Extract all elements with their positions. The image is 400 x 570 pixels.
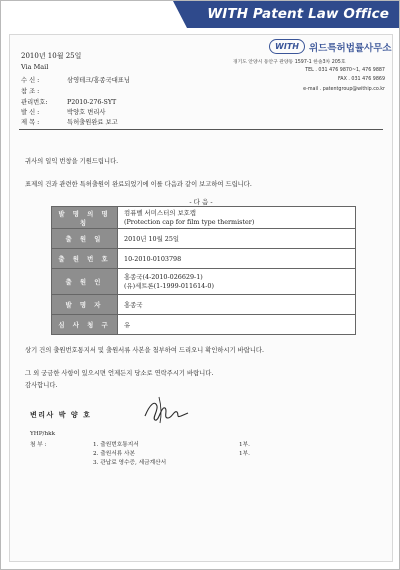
signatory-name: 변리사 박 양 호 [30, 410, 92, 419]
table-row [52, 315, 356, 335]
header-recipient: 수 신 : 삼영테크/홍종국대표님 [21, 77, 130, 84]
body-paragraph-1: 상기 건의 출원번호통지서 및 출원서류 사본을 첨부하여 드리오니 확인하시기 바랍니다. [25, 347, 264, 354]
row-label: 발 명 의 명 칭 [52, 207, 118, 229]
letter-date: 2010년 10월 25일 [21, 52, 82, 60]
firm-logo [269, 39, 392, 55]
row-value: 10-2010-0103798 [118, 249, 356, 269]
table-row [52, 229, 356, 249]
fax: FAX . 031 476 9869 [337, 77, 385, 82]
header-docket-number: 관리번호: P2010-276-SYT [21, 99, 117, 106]
handwritten-signature [141, 394, 191, 424]
header-subject: 제 목 : 특허출원완료 보고 [21, 119, 118, 126]
attachments-label: 첨 부 : [30, 442, 47, 448]
telephone: TEL . 031 476 9870~1, 476 9887 [305, 68, 385, 73]
row-label: 출 원 인 [52, 269, 118, 295]
row-value [118, 269, 356, 295]
applicant-2: (유)세트론(1-1999-011614-0) [124, 281, 214, 290]
row-label: 출 원 번 호 [52, 249, 118, 269]
header-sender: 발 신 : 박양호 변리사 [21, 109, 106, 116]
header-reference: 참 조 : [21, 88, 40, 95]
row-label: 발 명 자 [52, 295, 118, 315]
invention-title-korean: 컴퓨벨 서미스터의 보호캡 [124, 208, 196, 217]
thanks-line: 감사합니다. [25, 382, 58, 389]
row-value: 홍종국 [118, 295, 356, 315]
row-value [118, 207, 356, 229]
logo-firm-name: 위드특허법률사무소 [309, 43, 392, 54]
greeting: 귀사의 일익 번창을 기원드립니다. [25, 158, 119, 165]
table-row [52, 295, 356, 315]
applicant-1: 홍종국(4-2010-026629-1) [124, 272, 203, 281]
table-row [52, 207, 356, 229]
email: e-mail . patentgroup@withip.co.kr [303, 87, 385, 92]
delivery-method: Via Mail [21, 63, 49, 71]
attachment-count: 1부. [239, 442, 250, 448]
section-title: - 다 음 - [189, 198, 213, 206]
intro-paragraph: 표제의 건과 관련한 특허출원이 완료되었기에 이를 다음과 같이 보고하여 드립니다. [25, 181, 252, 188]
logo-badge: WITH [269, 39, 305, 54]
application-details-table [51, 206, 356, 335]
attachment-item: 3. 관납료 영수증, 세금계산서 [93, 460, 167, 466]
brand-banner: WITH Patent Law Office [187, 1, 399, 28]
row-label: 출 원 일 [52, 229, 118, 249]
table-row [52, 269, 356, 295]
invention-title-english: (Protection cap for film type thermister) [124, 217, 255, 226]
table-row [52, 249, 356, 269]
row-value: 2010년 10월 25일 [118, 229, 356, 249]
row-label: 심 사 청 구 [52, 315, 118, 335]
header-divider [19, 129, 383, 130]
body-paragraph-2: 그 외 궁금한 사항이 있으시면 언제든지 당소로 연락주시기 바랍니다. [25, 370, 214, 377]
attachment-count: 1부. [239, 451, 250, 457]
attachment-item: 1. 출원번호통지서 [93, 442, 139, 448]
address-line: 경기도 안양시 동안구 관양동 1597-1 한솔3차 205호 [233, 60, 346, 65]
initials: YHP/hkk [30, 431, 56, 437]
attachment-item: 2. 출원서류 사본 [93, 451, 136, 457]
row-value: 유 [118, 315, 356, 335]
